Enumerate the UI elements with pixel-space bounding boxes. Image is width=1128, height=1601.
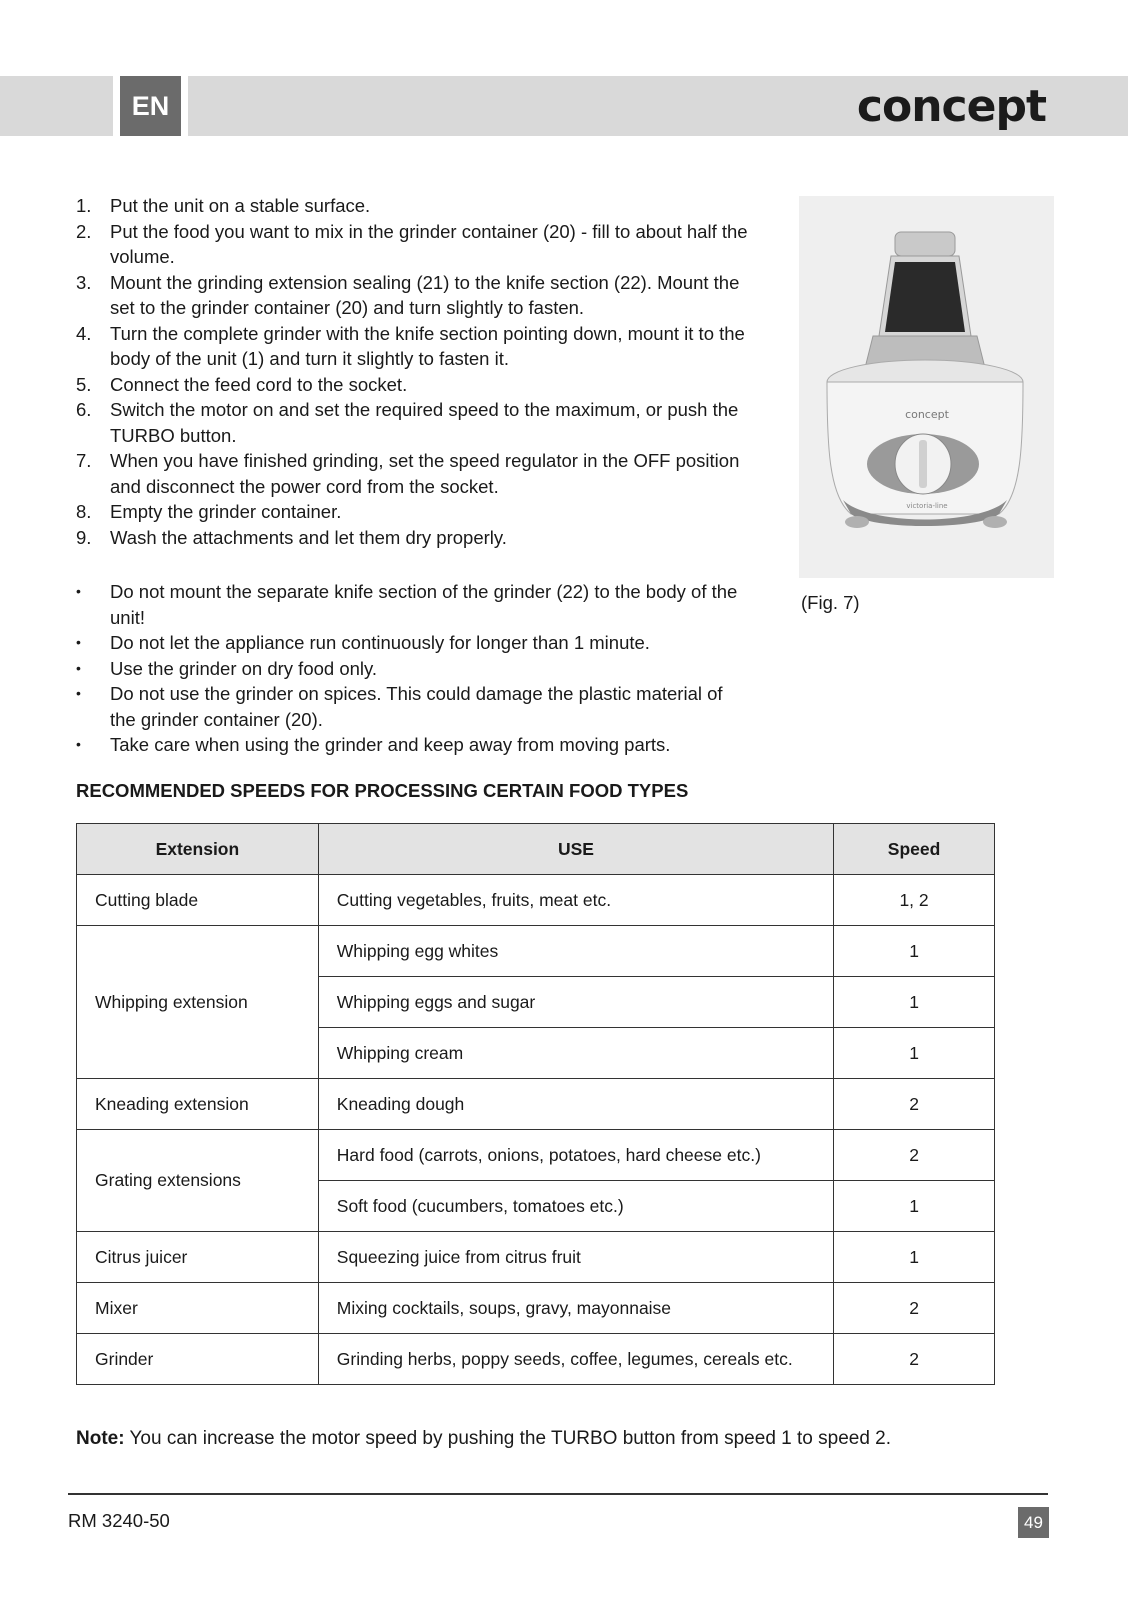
step-number: 6. (76, 399, 92, 420)
cell-extension: Whipping extension (77, 926, 319, 1079)
step-item (76, 193, 748, 219)
step-item (76, 448, 748, 499)
model-number: RM 3240-50 (68, 1510, 170, 1531)
warning-text: Take care when using the grinder and keep away from moving parts. (110, 734, 671, 755)
instruction-steps (76, 193, 748, 550)
step-item (76, 219, 748, 270)
cell-use: Hard food (carrots, onions, potatoes, hard cheese etc.) (318, 1130, 833, 1181)
step-item (76, 499, 748, 525)
cell-extension: Grinder (77, 1334, 319, 1385)
cell-use: Squeezing juice from citrus fruit (318, 1232, 833, 1283)
step-number: 7. (76, 450, 92, 471)
table-row (77, 1232, 995, 1283)
header-use: USE (318, 824, 833, 875)
table-row (77, 875, 995, 926)
step-number: 9. (76, 526, 92, 548)
page-number: 49 (1018, 1507, 1049, 1538)
cell-use: Whipping eggs and sugar (318, 977, 833, 1028)
step-text: Turn the complete grinder with the knife section pointing down, mount it to the body of the unit (1) and turn it slightly to fasten it. (110, 322, 745, 369)
cell-use: Whipping cream (318, 1028, 833, 1079)
table-heading: RECOMMENDED SPEEDS FOR PROCESSING CERTAIN FOOD TYPES (76, 780, 689, 801)
cell-speed: 1 (834, 1181, 995, 1232)
bullet-icon: • (76, 634, 81, 650)
cell-speed: 2 (834, 1283, 995, 1334)
brand-logo: concept (856, 80, 1046, 132)
bullet-icon: • (76, 583, 81, 599)
grinder-appliance-image (799, 196, 1054, 578)
cell-use: Cutting vegetables, fruits, meat etc. (318, 875, 833, 926)
table-row (77, 1130, 995, 1181)
speed-table (76, 823, 995, 1385)
step-number: 8. (76, 501, 92, 522)
header-band-left (0, 76, 113, 136)
step-number: 2. (76, 220, 92, 242)
product-figure (799, 196, 1054, 578)
warning-item (76, 732, 748, 758)
device-brand-label: concept (905, 408, 949, 421)
table-header-row (77, 824, 995, 875)
table-row (77, 1079, 995, 1130)
step-text: Empty the grinder container. (110, 501, 342, 522)
step-text: Switch the motor on and set the required speed to the maximum, or push the TURBO button. (110, 399, 739, 446)
note-label: Note: (76, 1428, 125, 1449)
cell-extension: Mixer (77, 1283, 319, 1334)
step-item (76, 321, 748, 372)
cell-extension: Kneading extension (77, 1079, 319, 1130)
cell-speed: 2 (834, 1130, 995, 1181)
warning-item (76, 630, 748, 656)
step-item (76, 397, 748, 448)
cell-speed: 1 (834, 1232, 995, 1283)
table-row (77, 1283, 995, 1334)
step-text: Put the food you want to mix in the grinder container (20) - fill to about half the volume. (110, 220, 748, 267)
cell-speed: 1 (834, 977, 995, 1028)
cell-use: Soft food (cucumbers, tomatoes etc.) (318, 1181, 833, 1232)
cell-speed: 1 (834, 926, 995, 977)
step-text: Put the unit on a stable surface. (110, 195, 371, 216)
cell-use: Mixing cocktails, soups, gravy, mayonnaise (318, 1283, 833, 1334)
step-number: 5. (76, 373, 92, 395)
note-text: You can increase the motor speed by pushing the TURBO button from speed 1 to speed 2. (124, 1428, 892, 1449)
cell-speed: 2 (834, 1079, 995, 1130)
figure-caption: (Fig. 7) (801, 592, 860, 613)
step-text: Wash the attachments and let them dry properly. (110, 526, 507, 548)
warning-item (76, 579, 748, 630)
cell-speed: 1, 2 (834, 875, 995, 926)
warning-item (76, 681, 748, 732)
bullet-icon: • (76, 736, 81, 752)
cell-speed: 2 (834, 1334, 995, 1385)
warning-text: Do not let the appliance run continuously for longer than 1 minute. (110, 632, 650, 653)
step-item (76, 270, 748, 321)
step-item (76, 372, 748, 398)
cell-extension: Grating extensions (77, 1130, 319, 1232)
footer-divider (68, 1493, 1048, 1495)
step-number: 1. (76, 195, 92, 216)
speed-note (76, 1428, 891, 1450)
step-number: 3. (76, 271, 92, 293)
warning-text: Do not mount the separate knife section of the grinder (22) to the body of the unit! (110, 581, 738, 628)
language-badge: EN (120, 76, 181, 136)
step-item (76, 525, 748, 551)
cell-speed: 1 (834, 1028, 995, 1079)
header-extension: Extension (77, 824, 319, 875)
cell-extension: Citrus juicer (77, 1232, 319, 1283)
cell-use: Grinding herbs, poppy seeds, coffee, legumes, cereals etc. (318, 1334, 833, 1385)
warning-text: Do not use the grinder on spices. This could damage the plastic material of the grinder container (20). (110, 683, 723, 730)
table-row (77, 926, 995, 977)
warning-list (76, 579, 748, 758)
bullet-icon: • (76, 659, 81, 676)
step-text: Connect the feed cord to the socket. (110, 373, 408, 395)
table-row (77, 1334, 995, 1385)
device-line-label: victoria-line (906, 502, 948, 510)
cell-extension: Cutting blade (77, 875, 319, 926)
step-text: Mount the grinding extension sealing (21) to the knife section (22). Mount the set to the grinder container (20) and turn slightly to fasten. (110, 271, 740, 318)
step-number: 4. (76, 322, 92, 344)
header-speed: Speed (834, 824, 995, 875)
step-text: When you have finished grinding, set the speed regulator in the OFF position and disconnect the power cord from the socket. (110, 450, 740, 497)
bullet-icon: • (76, 685, 81, 701)
warning-item (76, 656, 748, 682)
cell-use: Kneading dough (318, 1079, 833, 1130)
warning-text: Use the grinder on dry food only. (110, 657, 378, 679)
cell-use: Whipping egg whites (318, 926, 833, 977)
